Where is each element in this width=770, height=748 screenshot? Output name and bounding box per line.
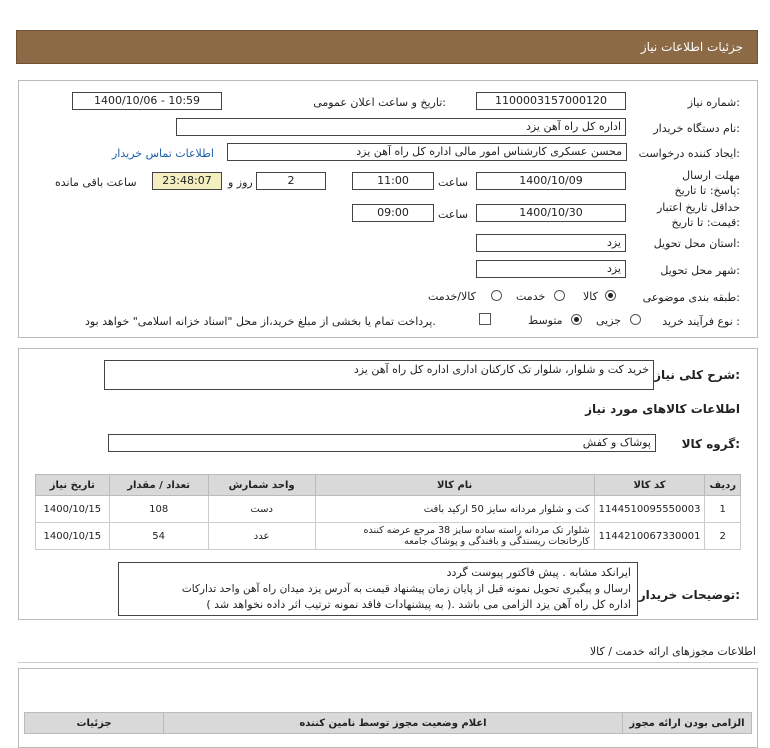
announce-field[interactable]: 1400/10/06 - 10:59 [72,92,222,110]
table-row[interactable] [36,496,741,523]
announce-label: تاریخ و ساعت اعلان عمومی: [313,96,446,109]
deadline-time-field[interactable]: 11:00 [352,172,434,190]
goods-group-field[interactable]: پوشاک و کفش [108,434,656,452]
row-date: 1400/10/15 [36,496,110,523]
deadline-label: مهلت ارسال پاسخ: تا تاریخ: [674,169,740,197]
validity-date-field[interactable]: 1400/10/30 [476,204,626,222]
buyer-notes-line: اداره کل راه آهن یزد الزامی می باشد .( به پیشنهادات فاقد نمونه ترتیب اثر داده نخواهد شد ) [206,598,631,611]
buyer-org-field[interactable]: اداره کل راه آهن یزد [176,118,626,136]
summary-text: خرید کت و شلوار، شلوار تک کارکنان اداری اداره کل راه آهن یزد [353,363,649,376]
permits-col-status: اعلام وضعیت مجوز توسط نامین کننده [164,713,623,734]
row-unit: دست [208,496,315,523]
permits-col-required: الزامی بودن ارائه مجوز [623,713,752,734]
row-unit: عدد [208,523,315,550]
city-label: شهر محل تحویل: [660,264,740,277]
category-both-label: کالا/خدمت [428,290,476,303]
goods-group-label: گروه کالا: [681,437,740,451]
row-date: 1400/10/15 [36,523,110,550]
category-label: طبقه بندی موضوعی: [642,291,740,304]
remaining-label: ساعت باقی مانده [55,176,137,189]
buyer-notes-field [118,562,638,616]
row-index: 1 [705,496,741,523]
validity-label: حداقل تاریخ اعتبار قیمت: تا تاریخ: [656,201,740,229]
row-code: 1144510095550003 [594,496,705,523]
city-field[interactable]: یزد [476,260,626,278]
buyer-contact-link[interactable]: اطلاعات تماس خریدار [112,147,214,160]
summary-label: شرح کلی نیاز: [654,368,740,382]
process-minor-label: جزیی [596,314,622,327]
permits-table [24,712,752,734]
row-name: شلوار تک مردانه راسته ساده سایز 38 مرجع عرضه کننده کارخانجات ریسندگی و بافندگی و پوشاک جامعه [315,523,594,550]
row-qty: 108 [109,496,208,523]
col-name: نام کالا [315,475,594,496]
payment-note: پرداخت تمام یا بخشی از مبلغ خرید،از محل "اسناد خزانه اسلامی" خواهد بود. [85,315,436,328]
province-label: استان محل تحویل: [653,237,740,250]
buyer-org-label: نام دستگاه خریدار: [653,122,740,135]
row-qty: 54 [109,523,208,550]
days-field[interactable]: 2 [256,172,326,190]
deadline-time-label: ساعت [438,176,468,189]
page-title: جزئیات اطلاعات نیاز [640,40,743,54]
permits-col-details: جزئیات [25,713,164,734]
need-number-field[interactable]: 1100003157000120 [476,92,626,110]
row-code: 1144210067330001 [594,523,705,550]
goods-section-title: اطلاعات کالاهای مورد نیاز [585,402,740,416]
category-goods-radio[interactable] [605,290,616,301]
process-medium-radio[interactable] [571,314,582,325]
col-code: کد کالا [594,475,705,496]
row-index: 2 [705,523,741,550]
category-both-radio[interactable] [491,290,502,301]
permits-panel [18,668,758,748]
validity-time-label: ساعت [438,208,468,221]
goods-table [35,474,741,550]
category-service-radio[interactable] [554,290,565,301]
row-name: کت و شلوار مردانه سایز 50 ارکید بافت [315,496,594,523]
process-minor-radio[interactable] [630,314,641,325]
permits-title: اطلاعات مجوزهای ارائه خدمت / کالا [589,645,756,658]
permits-divider [18,662,758,663]
buyer-notes-line: ایرانکد مشابه . پیش فاکتور پیوست گردد [446,566,631,579]
col-qty: تعداد / مقدار [109,475,208,496]
buyer-notes-line: ارسال و پیگیری تحویل نمونه قبل از پایان زمان پیشنهاد قیمت به آدرس یزد میدان راه آهن واحد تدارکات [181,583,631,595]
summary-field [104,360,654,390]
process-medium-label: متوسط [528,314,563,327]
category-service-label: خدمت [516,290,546,303]
requester-field[interactable]: محسن عسکری کارشناس امور مالی اداره کل راه آهن یزد [227,143,627,161]
validity-time-field[interactable]: 09:00 [352,204,434,222]
treasury-bonds-checkbox[interactable] [479,313,491,325]
table-row[interactable] [36,523,741,550]
buyer-notes-label: توضیحات خریدار: [638,588,740,602]
col-index: ردیف [705,475,741,496]
page-header [16,30,758,64]
deadline-date-field[interactable]: 1400/10/09 [476,172,626,190]
province-field[interactable]: یزد [476,234,626,252]
process-label: نوع فرآیند خرید : [662,315,740,328]
need-number-label: شماره نیاز: [687,96,740,109]
remaining-time-field: 23:48:07 [152,172,222,190]
requester-label: ایجاد کننده درخواست: [638,147,740,160]
col-unit: واحد شمارش [208,475,315,496]
category-goods-label: کالا [583,290,598,303]
days-label: روز و [228,176,253,189]
col-date: تاریخ نیاز [36,475,110,496]
